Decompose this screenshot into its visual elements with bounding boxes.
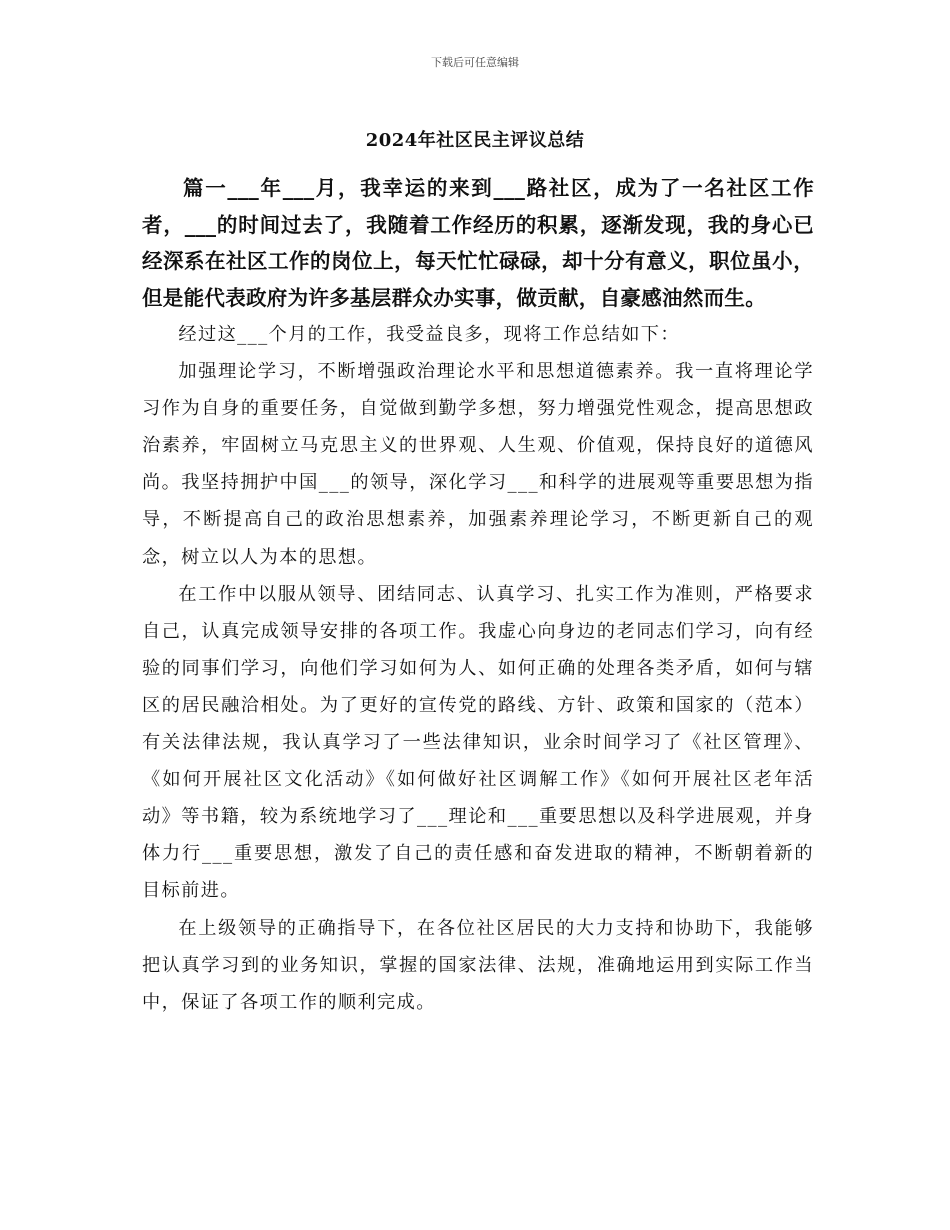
document-body (142, 170, 814, 1021)
paragraph-results: 在上级领导的正确指导下，在各位社区居民的大力支持和协助下，我能够把认真学习到的业务知识，掌握的国家法律、法规，准确地运用到实际工作当中，保证了各项工作的顺利完成。 (142, 917, 814, 1013)
paragraph-intro: 篇一___年___月，我幸运的来到___路社区，成为了一名社区工作者，___的时间过去了，我随着工作经历的积累，逐渐发现，我的身心已经深系在社区工作的岗位上，每天忙忙碌碌，却十分有意义，职位虽小，但是能代表政府为许多基层群众办实事，做贡献，自豪感油然而生。 (142, 176, 814, 310)
page-header-note: 下载后可任意编辑 (431, 56, 519, 69)
paragraph-summary-lead: 经过这___个月的工作，我受益良多，现将工作总结如下： (178, 324, 680, 345)
document-title: 2024年社区民主评议总结 (365, 130, 585, 151)
paragraph-work-conduct: 在工作中以服从领导、团结同志、认真学习、扎实工作为准则，严格要求自己，认真完成领导安排的各项工作。我虚心向身边的老同志们学习，向有经验的同事们学习，向他们学习如何为人、如何正确的处理各类矛盾，如何与辖区的居民融洽相处。为了更好的宣传党的路线、方针、政策和国家的（范本）有关法律法规，我认真学习了一些法律知识，业余时间学习了《社区管理》、《如何开展社区文化活动》《如何做好社区调解工作》《如何开展社区老年活动》等书籍，较为系统地学习了___理论和___重要思想以及科学进展观，并身体力行___重要思想，激发了自己的责任感和奋发进取的精神，不断朝着新的目标前进。 (142, 583, 814, 902)
paragraph-theory-study: 加强理论学习，不断增强政治理论水平和思想道德素养。我一直将理论学习作为自身的重要任务，自觉做到勤学多想，努力增强党性观念，提高思想政治素养，牢固树立马克思主义的世界观、人生观、价值观，保持良好的道德风尚。我坚持拥护中国___的领导，深化学习___和科学的进展观等重要思想为指导，不断提高自己的政治思想素养，加强素养理论学习，不断更新自己的观念，树立以人为本的思想。 (142, 361, 814, 568)
